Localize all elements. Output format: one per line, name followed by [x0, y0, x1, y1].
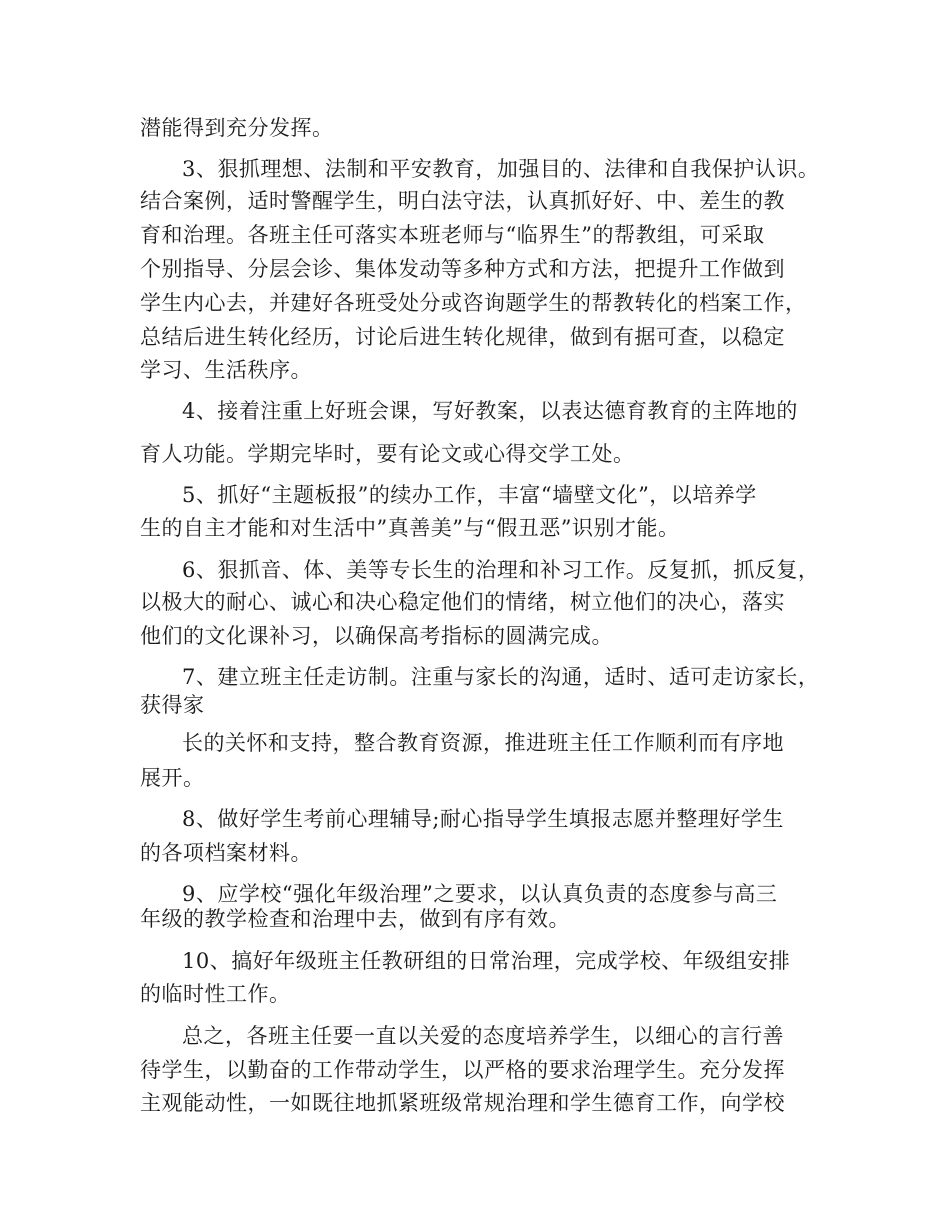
text-line: 获得家 — [140, 693, 205, 717]
text-line: 学生内心去，并建好各班受处分或咨询题学生的帮教转化的档案工作， — [140, 291, 807, 315]
text-line: 总结后进生转化经历，讨论后进生转化规律，做到有据可查，以稳定 — [140, 325, 785, 349]
text-line: 8、做好学生考前心理辅导;耐心指导学生填报志愿并整理好学生 — [182, 807, 784, 831]
text-line: 潜能得到充分发挥。 — [140, 116, 334, 140]
text-line: 7、建立班主任走访制。注重与家长的沟通，适时、适可走访家长， — [182, 665, 820, 689]
text-line: 学习、生活秩序。 — [140, 358, 312, 382]
text-line: 的各项档案材料。 — [140, 841, 312, 865]
text-line: 4、接着注重上好班会课，写好教案，以表达德育教育的主阵地的 — [182, 399, 798, 423]
text-line: 年级的教学检查和治理中去，做到有序有效。 — [140, 907, 570, 931]
text-line: 育人功能。学期完毕时，要有论文或心得交学工处。 — [140, 442, 635, 466]
text-line: 个别指导、分层会诊、集体发动等多种方式和方法，把提升工作做到 — [140, 257, 785, 281]
text-line: 以极大的耐心、诚心和决心稳定他们的情绪，树立他们的决心，落实 — [140, 590, 785, 614]
text-line: 主观能动性，一如既往地抓紧班级常规治理和学生德育工作，向学校 — [140, 1091, 785, 1115]
text-line: 长的关怀和支持，整合教育资源，推进班主任工作顺利而有序地 — [182, 731, 784, 755]
text-line: 10、搞好年级班主任教研组的日常治理，完成学校、年级组安排 — [182, 949, 791, 973]
text-line: 总之，各班主任要一直以关爱的态度培养学生，以细心的言行善 — [182, 1024, 784, 1048]
text-line: 生的自主才能和对生活中”真善美”与“假丑恶”识别才能。 — [140, 516, 680, 540]
text-line: 待学生，以勤奋的工作带动学生，以严格的要求治理学生。充分发挥 — [140, 1058, 785, 1082]
text-line: 结合案例，适时警醒学生，明白法守法，认真抓好好、中、差生的教 — [140, 189, 785, 213]
text-line: 展开。 — [140, 766, 205, 790]
text-line: 的临时性工作。 — [140, 982, 291, 1006]
text-line: 5、抓好“主题板报”的续办工作，丰富“墙壁文化”，以培养学 — [182, 483, 757, 507]
text-line: 育和治理。各班主任可落实本班老师与“临界生”的帮教组，可采取 — [140, 223, 765, 247]
text-line: 6、狠抓音、体、美等专长生的治理和补习工作。反复抓，抓反复， — [182, 558, 820, 582]
text-line: 9、应学校“强化年级治理”之要求，以认真负责的态度参与高三 — [182, 882, 778, 906]
text-line: 他们的文化课补习，以确保高考指标的圆满完成。 — [140, 624, 613, 648]
text-line: 3、狠抓理想、法制和平安教育，加强目的、法律和自我保护认识。 — [182, 157, 820, 181]
